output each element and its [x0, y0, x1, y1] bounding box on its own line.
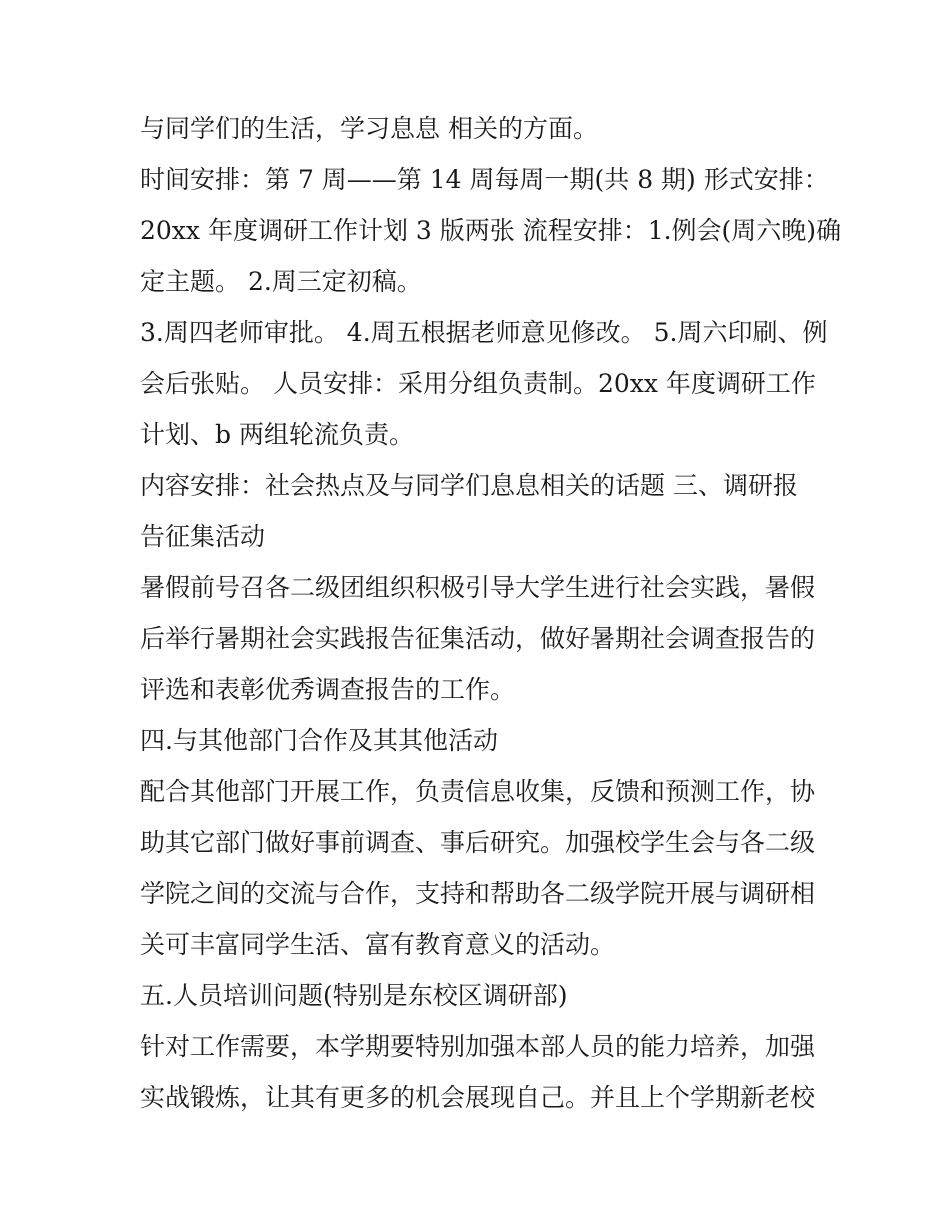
section-heading: 五.人员培训问题(特别是东校区调研部)	[140, 981, 568, 1010]
text-line: 计划、b 两组轮流负责。	[140, 420, 414, 449]
text-line: 学院之间的交流与合作，支持和帮助各二级学院开展与调研相	[140, 879, 816, 908]
text-line: 内容安排：社会热点及与同学们息息相关的话题 三、调研报	[140, 471, 798, 500]
text-line: 20xx 年度调研工作计划 3 版两张 流程安排：1.例会(周六晚)确	[140, 216, 842, 245]
text-line: 与同学们的生活，学习息息 相关的方面。	[140, 114, 598, 143]
text-line: 3.周四老师审批。 4.周五根据老师意见修改。 5.周六印刷、例	[140, 318, 828, 347]
text-line: 评选和表彰优秀调查报告的工作。	[140, 675, 516, 704]
text-line: 会后张贴。 人员安排：采用分组负责制。20xx 年度调研工作	[140, 369, 816, 398]
text-line: 助其它部门做好事前调查、事后研究。加强校学生会与各二级	[140, 828, 816, 857]
text-line: 实战锻炼，让其有更多的机会展现自己。并且上个学期新老校	[140, 1083, 816, 1112]
text-line: 针对工作需要，本学期要特别加强本部人员的能力培养，加强	[140, 1032, 816, 1061]
document-body	[140, 108, 842, 1128]
text-line: 配合其他部门开展工作，负责信息收集，反馈和预测工作，协	[140, 777, 816, 806]
text-line: 定主题。 2.周三定初稿。	[140, 267, 422, 296]
text-line: 时间安排：第 7 周——第 14 周每周一期(共 8 期) 形式安排：	[140, 165, 829, 194]
text-line: 暑假前号召各二级团组织积极引导大学生进行社会实践，暑假	[140, 573, 816, 602]
section-heading: 四.与其他部门合作及其其他活动	[140, 726, 498, 755]
text-line: 告征集活动	[140, 522, 266, 551]
text-line: 后举行暑期社会实践报告征集活动，做好暑期社会调查报告的	[140, 624, 816, 653]
text-line: 关可丰富同学生活、富有教育意义的活动。	[140, 930, 616, 959]
